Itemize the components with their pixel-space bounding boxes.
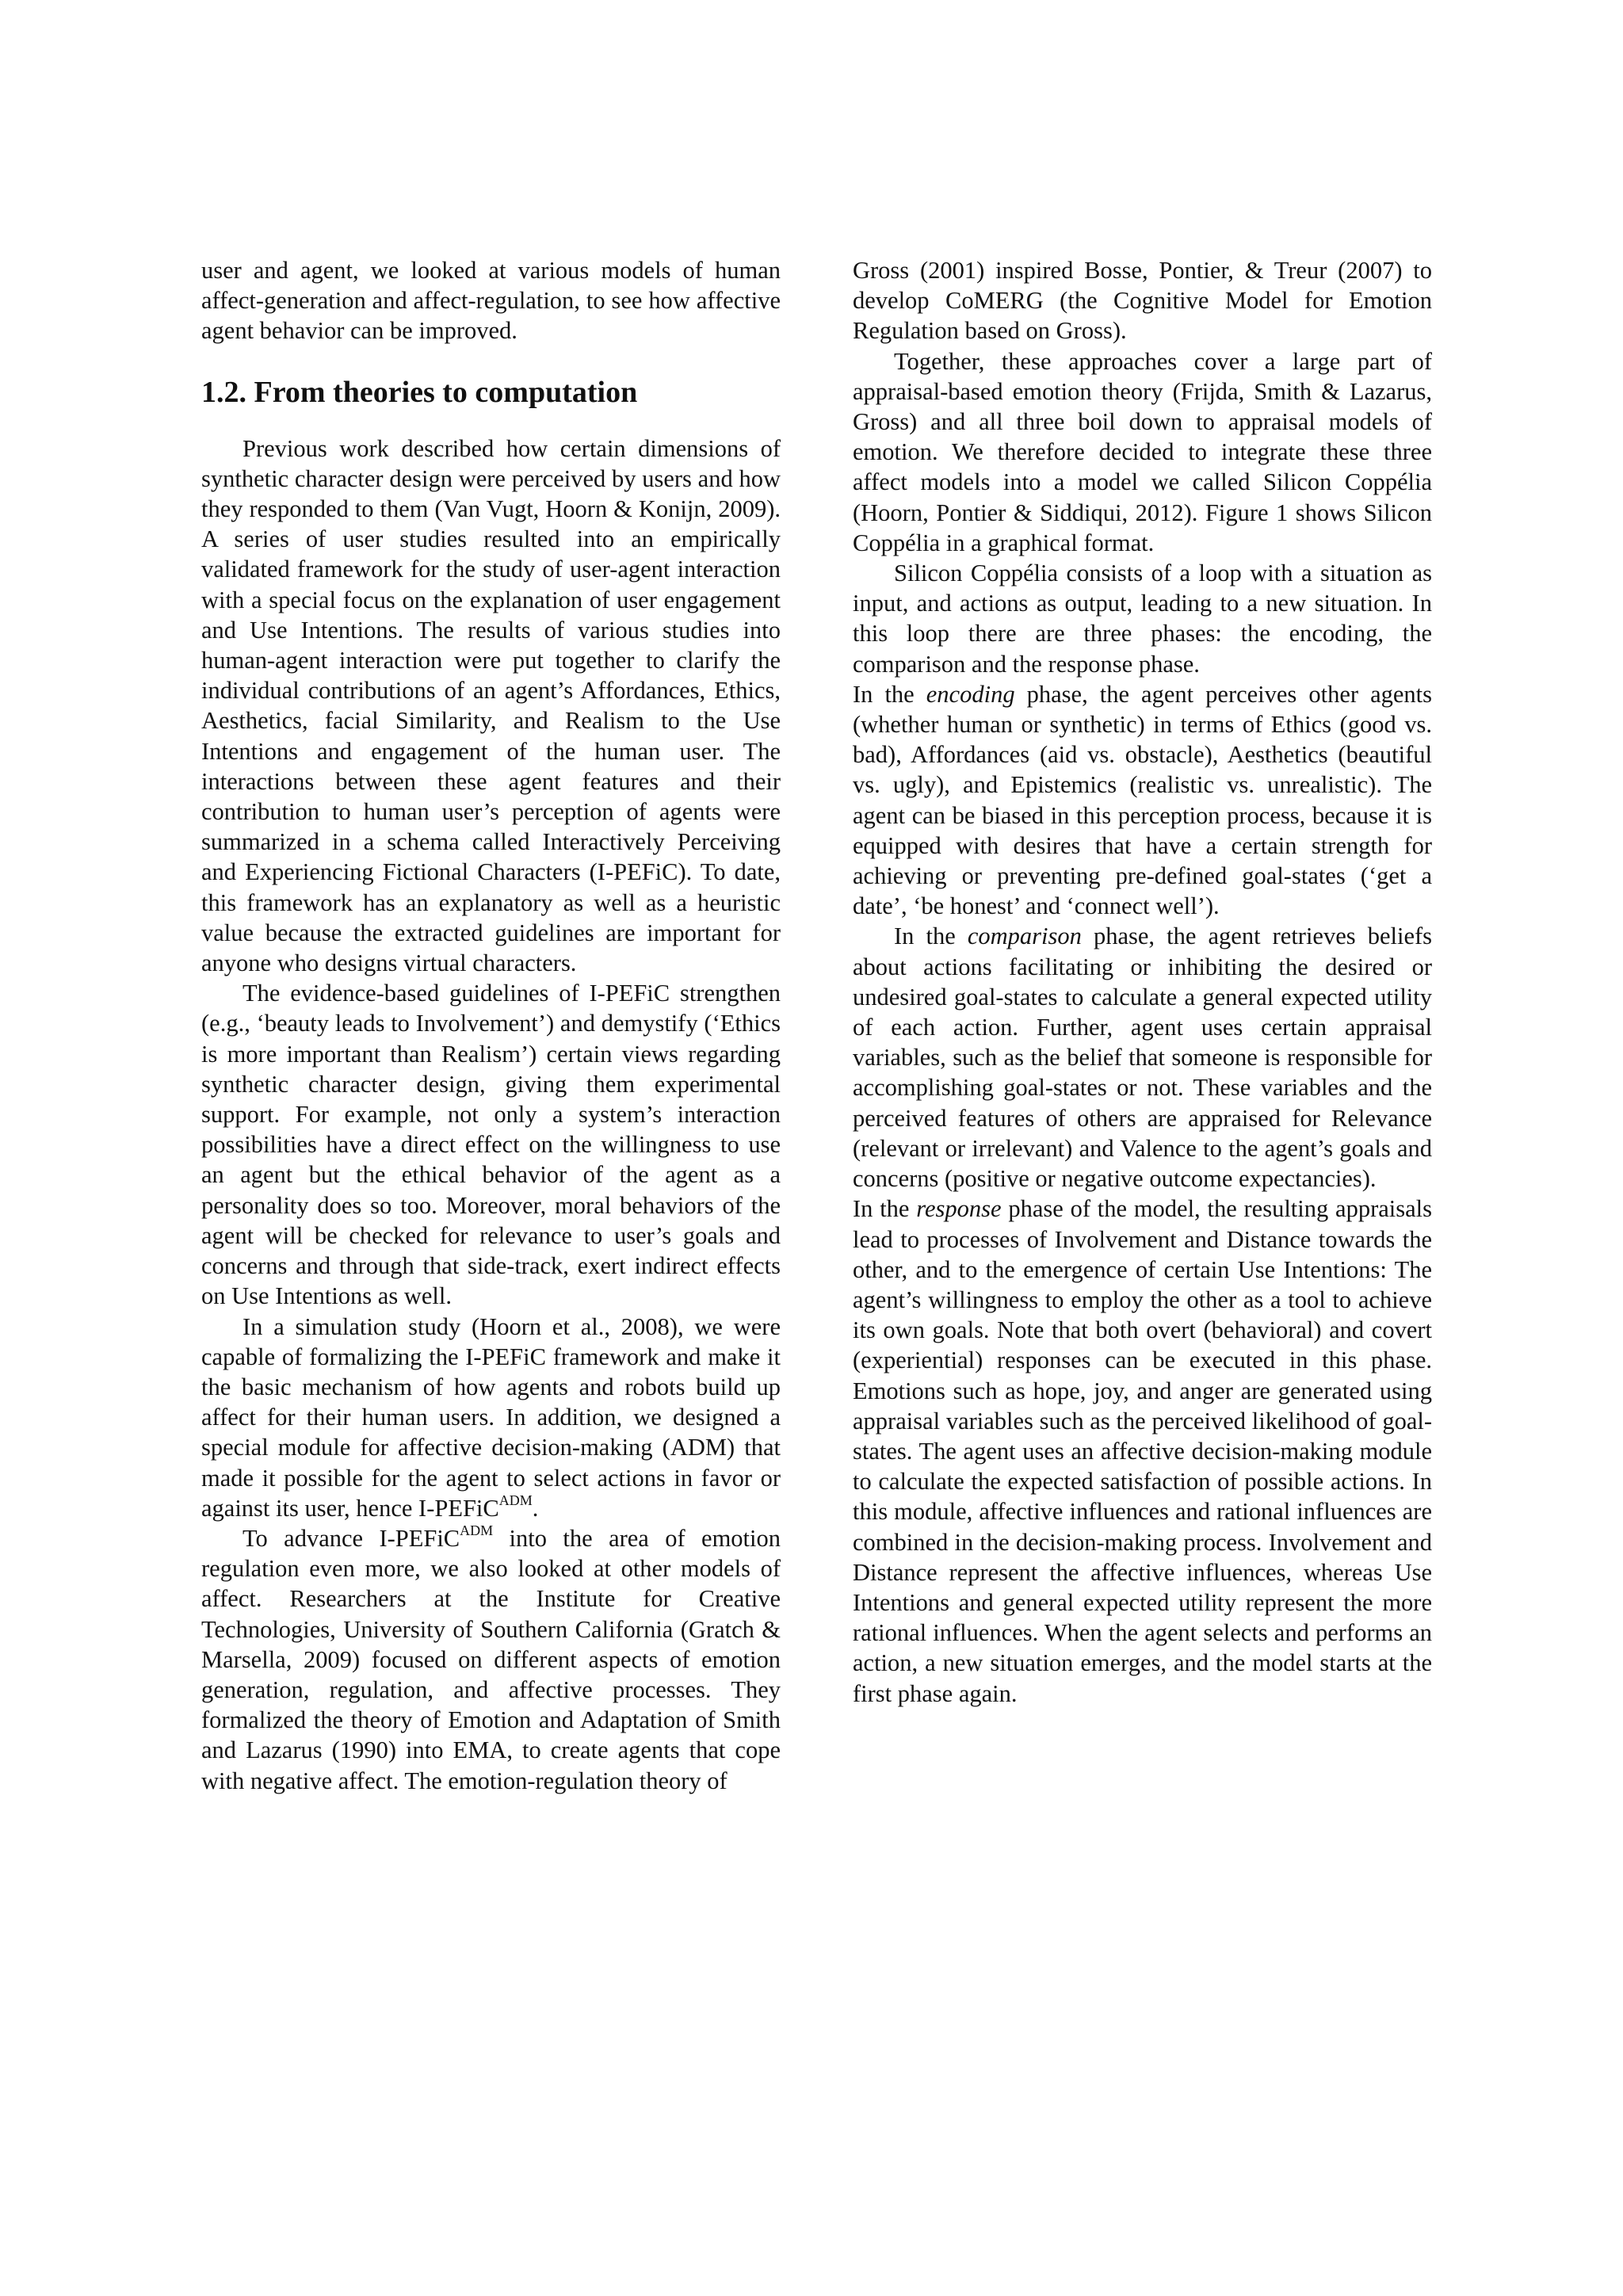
- paragraph-emotion-regulation: [201, 1523, 781, 1796]
- paragraph-encoding-phase: [853, 679, 1432, 922]
- italic-term: response: [916, 1195, 1002, 1223]
- text-run: phase of the model, the resulting appraisals lead to processes of Involvement and Distance towards the other, and to the emergence of certain Use Intentions: The agent’s willingness to employ the other as a tool to achieve its own goals. Note that both overt (behavioral) and covert (experiential) responses can be executed in this phase. Emotions such as hope, joy, and anger are generated using appraisal variables such as the perceived likelihood of goal-states. The agent uses an affective decision-making module to calculate the expected satisfaction of possible actions. In this module, affective influences and rational influences are combined in the decision-making process. Involvement and Distance represent the affective influences, whereas Use Intentions and general expected utility represent the more rational influences. When the agent selects and performs an action, a new situation emerges, and the model starts at the first phase again.: [853, 1195, 1432, 1707]
- paragraph-response-phase: [853, 1194, 1432, 1708]
- text-run: In the: [853, 680, 926, 708]
- superscript: ADM: [498, 1492, 533, 1508]
- paragraph-continued: Gross (2001) inspired Bosse, Pontier, & Treur (2007) to develop CoMERG (the Cognitive Model for Emotion Regulation based on Gross).: [853, 257, 1432, 345]
- text-run: In a simulation study (Hoorn et al., 2008), we were capable of formalizing the I-PEFiC framework and make it the basic mechanism of how agents and robots build up affect for their human users. In addition, we designed a special module for affective decision-making (ADM) that made it possible for the agent to select actions in favor or against its user, hence I-PEFiC: [201, 1312, 781, 1522]
- paragraph-silicon-coppelia: Silicon Coppélia consists of a loop with a situation as input, and actions as output, leading to a new situation. In this loop there are three phases: the encoding, the comparison and the response phase.: [853, 560, 1432, 678]
- paragraph-simulation-study: [201, 1312, 781, 1523]
- paragraph-previous-work: Previous work described how certain dimensions of synthetic character design were perceived by users and how they responded to them (Van Vugt, Hoorn & Konijn, 2009). A series of user studies resulted into an empirically validated framework for the study of user-agent interaction with a special focus on the explanation of user engagement and Use Intentions. The results of various studies into human-agent interaction were put together to clarify the individual contributions of an agent’s Affordances, Ethics, Aesthetics, facial Similarity, and Realism to the Use Intentions and engagement of the human user. The interactions between these agent features and their contribution to human user’s perception of agents were summarized in a schema called Interactively Perceiving and Experiencing Fictional Characters (I-PEFiC). To date, this framework has an explanatory as well as a heuristic value because the extracted guidelines are important for anyone who designs virtual characters.: [201, 434, 781, 977]
- paragraph-continued: user and agent, we looked at various models of human affect-generation and affect-regulation, to see how affective agent behavior can be improved.: [201, 257, 781, 345]
- text-run: phase, the agent perceives other agents (whether human or synthetic) in terms of Ethics (good vs. bad), Affordances (aid vs. obstacle), Aesthetics (beautiful vs. ugly), and Epistemics (realistic vs. unrealistic). The agent can be biased in this perception process, because it is equipped with desires that have a certain strength for achieving or preventing pre-defined goal-states (‘get a date’, ‘be honest’ and ‘connect well’).: [853, 680, 1432, 920]
- superscript: ADM: [460, 1522, 494, 1538]
- text-run: In the: [853, 1195, 917, 1223]
- section-heading: 1.2. From theories to computation: [201, 375, 638, 409]
- text-run: into the area of emotion regulation even more, we also looked at other models of affect. Researchers at the Institute for Creative Technologies, University of Southern California (Gratch & Marsella, 2009) focused on different aspects of emotion generation, regulation, and affective processes. They formalized the theory of Emotion and Adaptation of Smith and Lazarus (1990) into EMA, to create agents that cope with negative affect. The emotion-regulation theory of: [201, 1524, 781, 1794]
- text-run: In the: [894, 923, 968, 950]
- text-run: .: [532, 1494, 539, 1522]
- right-column: [853, 255, 1432, 1709]
- text-run: phase, the agent retrieves beliefs about actions facilitating or inhibiting the desired or undesired goal-states to calculate a general expected utility of each action. Further, agent uses certain appraisal variables, such as the belief that someone is responsible for accomplishing goal-states or not. These variables and the perceived features of others are appraised for Relevance (relevant or irrelevant) and Valence to the agent’s goals and concerns (positive or negative outcome expectancies).: [853, 923, 1433, 1193]
- paragraph-guidelines: The evidence-based guidelines of I-PEFiC strengthen (e.g., ‘beauty leads to Involvement’) and demystify (‘Ethics is more important than Realism’) certain views regarding synthetic character design, giving them experimental support. For example, not only a system’s interaction possibilities have a direct effect on the willingness to use an agent but the ethical behavior of the agent as a personality does so too. Moreover, moral behaviors of the agent will be checked for relevance to user’s goals and concerns and through that side-track, exert indirect effects on Use Intentions as well.: [201, 980, 781, 1310]
- paragraph-approaches: Together, these approaches cover a large part of appraisal-based emotion theory (Frijda, Smith & Lazarus, Gross) and all three boil down to appraisal models of emotion. We therefore decided to integrate these three affect models into a model we called Silicon Coppélia (Hoorn, Pontier & Siddiqui, 2012). Figure 1 shows Silicon Coppélia in a graphical format.: [853, 347, 1432, 556]
- left-column: [201, 255, 781, 1796]
- paragraph-comparison-phase: [853, 921, 1432, 1194]
- text-run: To advance I-PEFiC: [242, 1524, 460, 1552]
- italic-term: encoding: [926, 680, 1015, 708]
- italic-term: comparison: [967, 923, 1082, 950]
